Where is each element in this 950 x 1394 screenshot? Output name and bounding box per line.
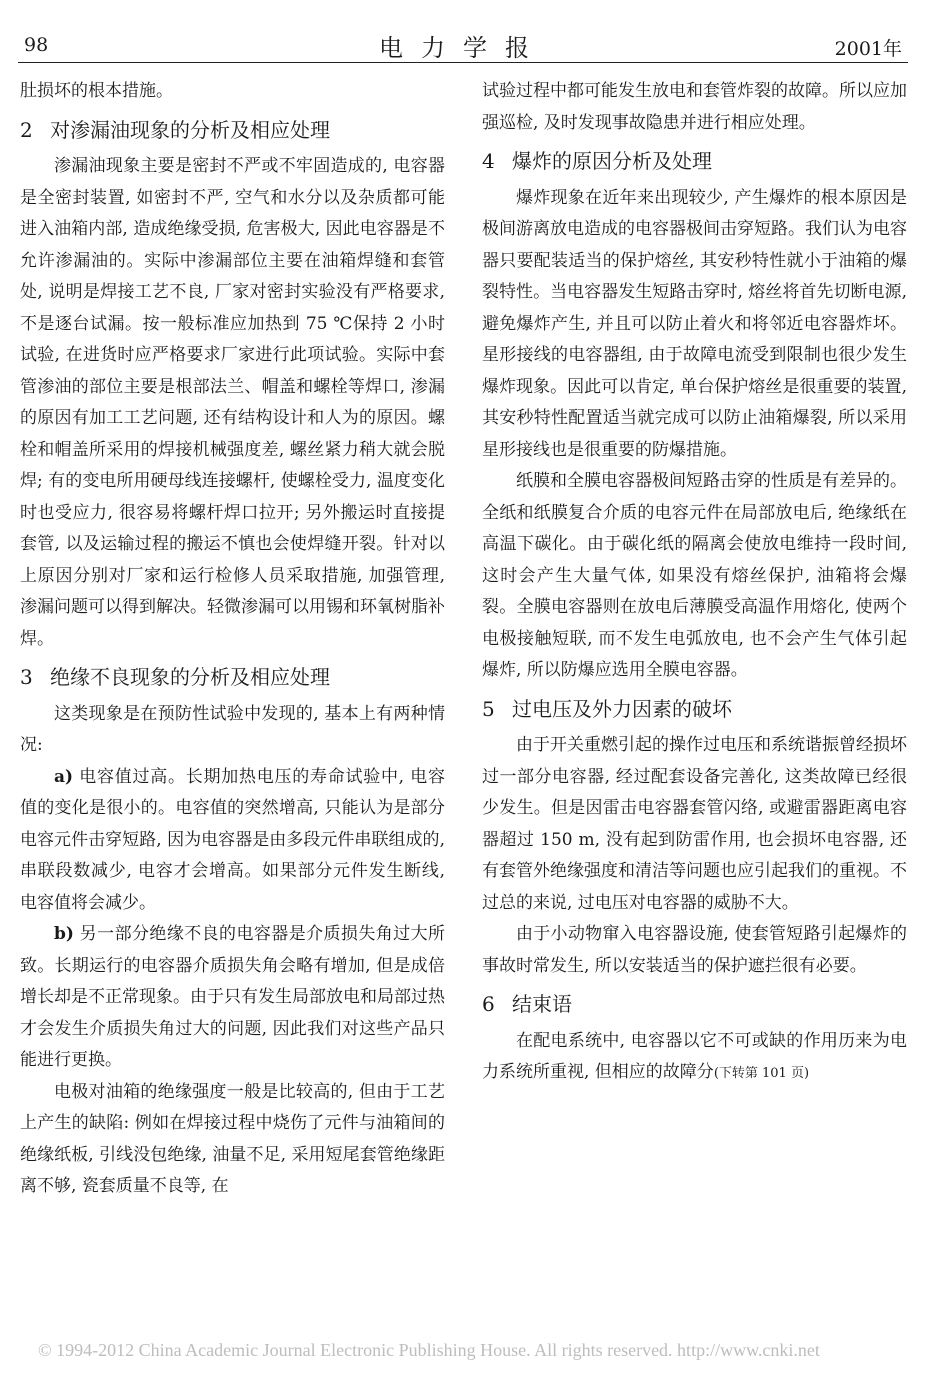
- section-2-heading: [20, 115, 445, 147]
- section-3-paragraph-2: 电极对油箱的绝缘强度一般是比较高的, 但由于工艺上产生的缺陷: 例如在焊接过程中烧伤了元件与油箱间的绝缘纸板, 引线没包绝缘, 油量不足, 采用短尾套管绝缘距离不够, 瓷套质量不良等, 在: [20, 1081, 445, 1196]
- copyright-footer: © 1994-2012 China Academic Journal Electronic Publishing House. All rights reserved. http://www.cnki.net: [38, 1340, 820, 1360]
- section-title: 爆炸的原因分析及处理: [512, 149, 712, 173]
- page-number: 98: [24, 34, 49, 56]
- section-number: 3: [20, 665, 33, 689]
- section-2-paragraph: 渗漏油现象主要是密封不严或不牢固造成的, 电容器是全密封装置, 如密封不严, 空气和水分以及杂质都可能进入油箱内部, 造成绝缘受损, 危害极大, 因此电容器是不允许渗漏油的。实际中渗漏部位主要在油箱焊缝和套管处, 说明是焊接工艺不良, 厂家对密封实验没有严格要求, 不是逐台试漏。按一般标准应加热到 75 ℃保持 2 小时试验, 在进货时应严格要求厂家进行此项试验。实际中套管渗油的部位主要是根部法兰、帽盖和螺栓等焊口, 渗漏的原因有加工工艺问题, 还有结构设计和人为的原因。螺栓和帽盖所采用的焊接机械强度差, 螺丝紧力稍大就会脱焊; 有的变电所用硬母线连接螺杆, 使螺栓受力, 温度变化时也受应力, 很容易将螺杆焊口拉开; 另外搬运时直接提套管, 以及运输过程的搬运不慎也会使焊缝开裂。针对以上原因分别对厂家和运行检修人员采取措施, 加强管理, 渗漏问题可以得到解决。轻微渗漏可以用锡和环氧树脂补焊。: [20, 156, 445, 649]
- section-title: 过电压及外力因素的破坏: [512, 696, 732, 721]
- paragraph-text: 在配电系统中, 电容器以它不可或缺的作用历来为电力系统所重视, 但相应的故障分: [482, 1030, 907, 1082]
- continued-on-note: (下转第 101 页): [713, 1066, 810, 1081]
- section-5-paragraph-2: 由于小动物窜入电容器设施, 使套管短路引起爆炸的事故时常发生, 所以安装适当的保护遮拦很有必要。: [482, 924, 907, 976]
- section-3-item-b: [20, 919, 445, 1077]
- section-5-heading: [482, 694, 907, 726]
- item-label: a): [54, 766, 74, 787]
- section-number: 5: [482, 696, 495, 721]
- section-3-heading: [20, 662, 445, 694]
- item-text: 另一部分绝缘不良的电容器是介质损失角过大所致。长期运行的电容器介质损失角会略有增加, 但是成倍增长却是不正常现象。由于只有发生局部放电和局部过热才会发生介质损失角过大的问题, 因此我们对这些产品只能进行更换。: [20, 924, 445, 1070]
- section-title: 结束语: [512, 992, 572, 1016]
- intro-continuation: 肚损坏的根本措施。: [20, 81, 173, 101]
- section-4-paragraph: 爆炸现象在近年来出现较少, 产生爆炸的根本原因是极间游离放电造成的电容器极间击穿短路。我们认为电容器只要配装适当的保护熔丝, 其安秒特性就小于油箱的爆裂特性。当电容器发生短路击穿时, 熔丝将首先切断电源, 避免爆炸产生, 并且可以防止着火和将邻近电容器炸坏。星形接线的电容器组, 由于故障电流受到限制也很少发生爆炸现象。因此可以肯定, 单台保护熔丝是很重要的装置, 其安秒特性配置适当就完成可以防止油箱爆裂, 所以采用星形接线也是很重要的防爆措施。: [482, 187, 907, 460]
- column-continuation: 试验过程中都可能发生放电和套管炸裂的故障。所以应加强巡检, 及时发现事故隐患并进行相应处理。: [482, 81, 907, 133]
- section-number: 2: [20, 117, 33, 142]
- section-4-paragraph-2: 纸膜和全膜电容器极间短路击穿的性质是有差异的。全纸和纸膜复合介质的电容元件在局部放电后, 绝缘纸在高温下碳化。由于碳化纸的隔离会使放电维持一段时间, 这时会产生大量气体, 如果没有熔丝保护, 油箱将会爆裂。全膜电容器则在放电后薄膜受高温作用熔化, 使两个电极接触短联, 而不发生电弧放电, 也不会产生气体引起爆炸, 所以防爆应选用全膜电容器。: [482, 471, 907, 680]
- section-6-paragraph: [482, 1026, 907, 1090]
- page-header: [18, 0, 908, 63]
- section-3-item-a: [20, 762, 445, 920]
- publication-year: 2001年: [834, 38, 902, 60]
- section-number: 4: [482, 149, 495, 173]
- right-column: [482, 76, 907, 1090]
- item-text: 电容值过高。长期加热电压的寿命试验中, 电容值的变化是很小的。电容值的突然增高, 只能认为是部分电容元件击穿短路, 因为电容器是由多段元件串联组成的, 串联段数减少, 电容才会增高。如果部分元件发生断线, 电容值将会减少。: [20, 766, 445, 913]
- journal-title: 电力学报: [379, 34, 547, 62]
- section-5-paragraph: 由于开关重燃引起的操作过电压和系统谐振曾经损坏过一部分电容器, 经过配套设备完善化, 这类故障已经很少发生。但是因雷击电容器套管闪络, 或避雷器距离电容器超过 150 m, 没有起到防雷作用, 也会损坏电容器, 还有套管外绝缘强度和清洁等问题也应引起我们的重视。不过总的来说, 过电压对电容器的威胁不大。: [482, 735, 907, 913]
- section-4-heading: [482, 146, 907, 178]
- section-3-paragraph: 这类现象是在预防性试验中发现的, 基本上有两种情况:: [20, 703, 445, 755]
- section-title: 对渗漏油现象的分析及相应处理: [50, 117, 330, 142]
- section-number: 6: [482, 992, 495, 1016]
- section-6-heading: [482, 989, 907, 1021]
- item-label: b): [54, 924, 74, 944]
- section-title: 绝缘不良现象的分析及相应处理: [50, 665, 330, 689]
- left-column: [20, 76, 445, 1203]
